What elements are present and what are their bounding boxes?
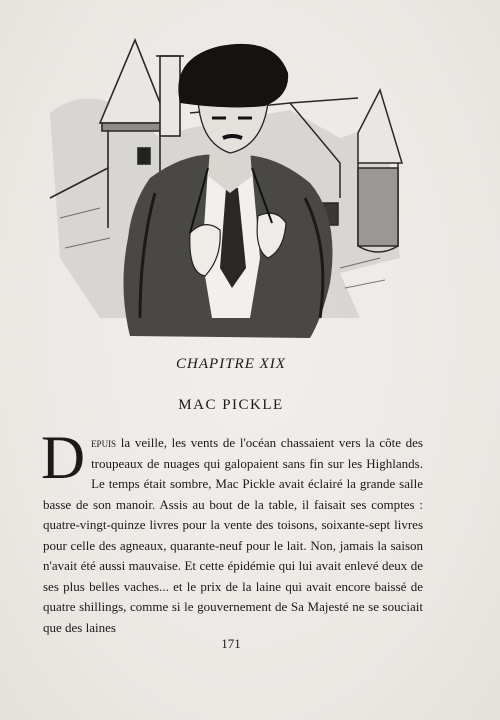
chapter-title: MAC PICKLE — [178, 397, 284, 413]
paragraph-text: la veille, les vents de l'océan chassaient vers la côte des troupeaux de nuages qui galopaient sans fin sur les Highlands. Le temps était sombre, Mac Pickle avait éclairé la grande salle basse de son manoir. Assis au bout de la table, il faisait ses comptes : quatre-vingt-quinze livres pour la vente des toisons, soixante-sept livres pour celle des agneaux, quarante-neuf pour le lait. Non, jamais la saison n'avait été aussi mauvaise. Et cette épidémie qui lui avait enlevé deux de ses plus belles vaches... et le prix de la laine qui avait encore baissé de quatre shillings, comme si le gouvernement de Sa Majesté ne se souciait que des laines — [43, 435, 423, 635]
lead-in-small-caps: epuis — [91, 435, 117, 450]
illustration-man-in-beret — [40, 18, 420, 363]
chapter-body-text — [41, 425, 423, 638]
page-number: 171 — [221, 636, 241, 651]
chapter-number: CHAPITRE XIX — [176, 356, 286, 372]
drop-cap: D — [41, 425, 86, 492]
